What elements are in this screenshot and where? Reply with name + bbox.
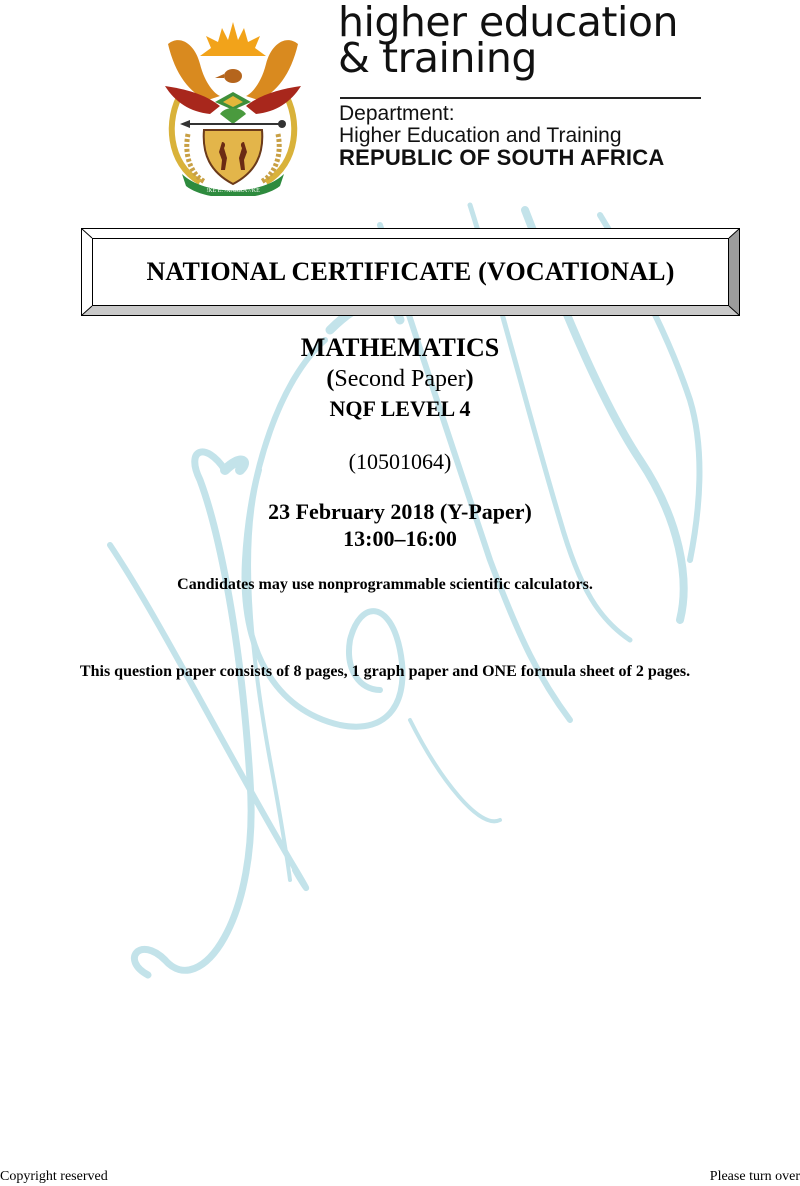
header-rule <box>340 97 701 99</box>
subject-code: (10501064) <box>348 449 452 474</box>
paper-close-paren: ) <box>465 366 474 392</box>
exam-time: 13:00–16:00 <box>343 526 457 551</box>
paper-name-text: Second Paper <box>334 366 466 392</box>
coat-of-arms-icon <box>160 14 306 196</box>
country-name: REPUBLIC OF SOUTH AFRICA <box>339 145 665 170</box>
subject-title: MATHEMATICS <box>300 333 500 362</box>
brand-wordmark <box>338 0 678 82</box>
department-name: Higher Education and Training <box>339 124 622 147</box>
certificate-title: NATIONAL CERTIFICATE (VOCATIONAL) <box>146 257 675 286</box>
nqf-level: NQF LEVEL 4 <box>329 396 471 421</box>
department-label: Department: <box>339 102 455 125</box>
certificate-title-inner <box>92 238 729 306</box>
footer-copyright: Copyright reserved <box>0 1169 108 1184</box>
brand-line-2: & training <box>338 34 537 82</box>
department-block <box>339 103 664 169</box>
brand-line-1: higher education <box>338 0 678 46</box>
footer-turn-over: Please turn over <box>709 1169 800 1184</box>
paper-name <box>0 366 800 393</box>
paper-open-paren: ( <box>326 366 335 392</box>
svg-text:!KE E: /XARRA //KE: !KE E: /XARRA //KE <box>206 188 260 194</box>
certificate-title-box <box>81 228 740 316</box>
exam-date: 23 February 2018 (Y-Paper) <box>268 499 532 524</box>
pages-note: This question paper consists of 8 pages, 1 graph paper and ONE formula sheet of 2 pages. <box>79 663 691 680</box>
calculator-note: Candidates may use nonprogrammable scientific calculators. <box>177 576 593 593</box>
